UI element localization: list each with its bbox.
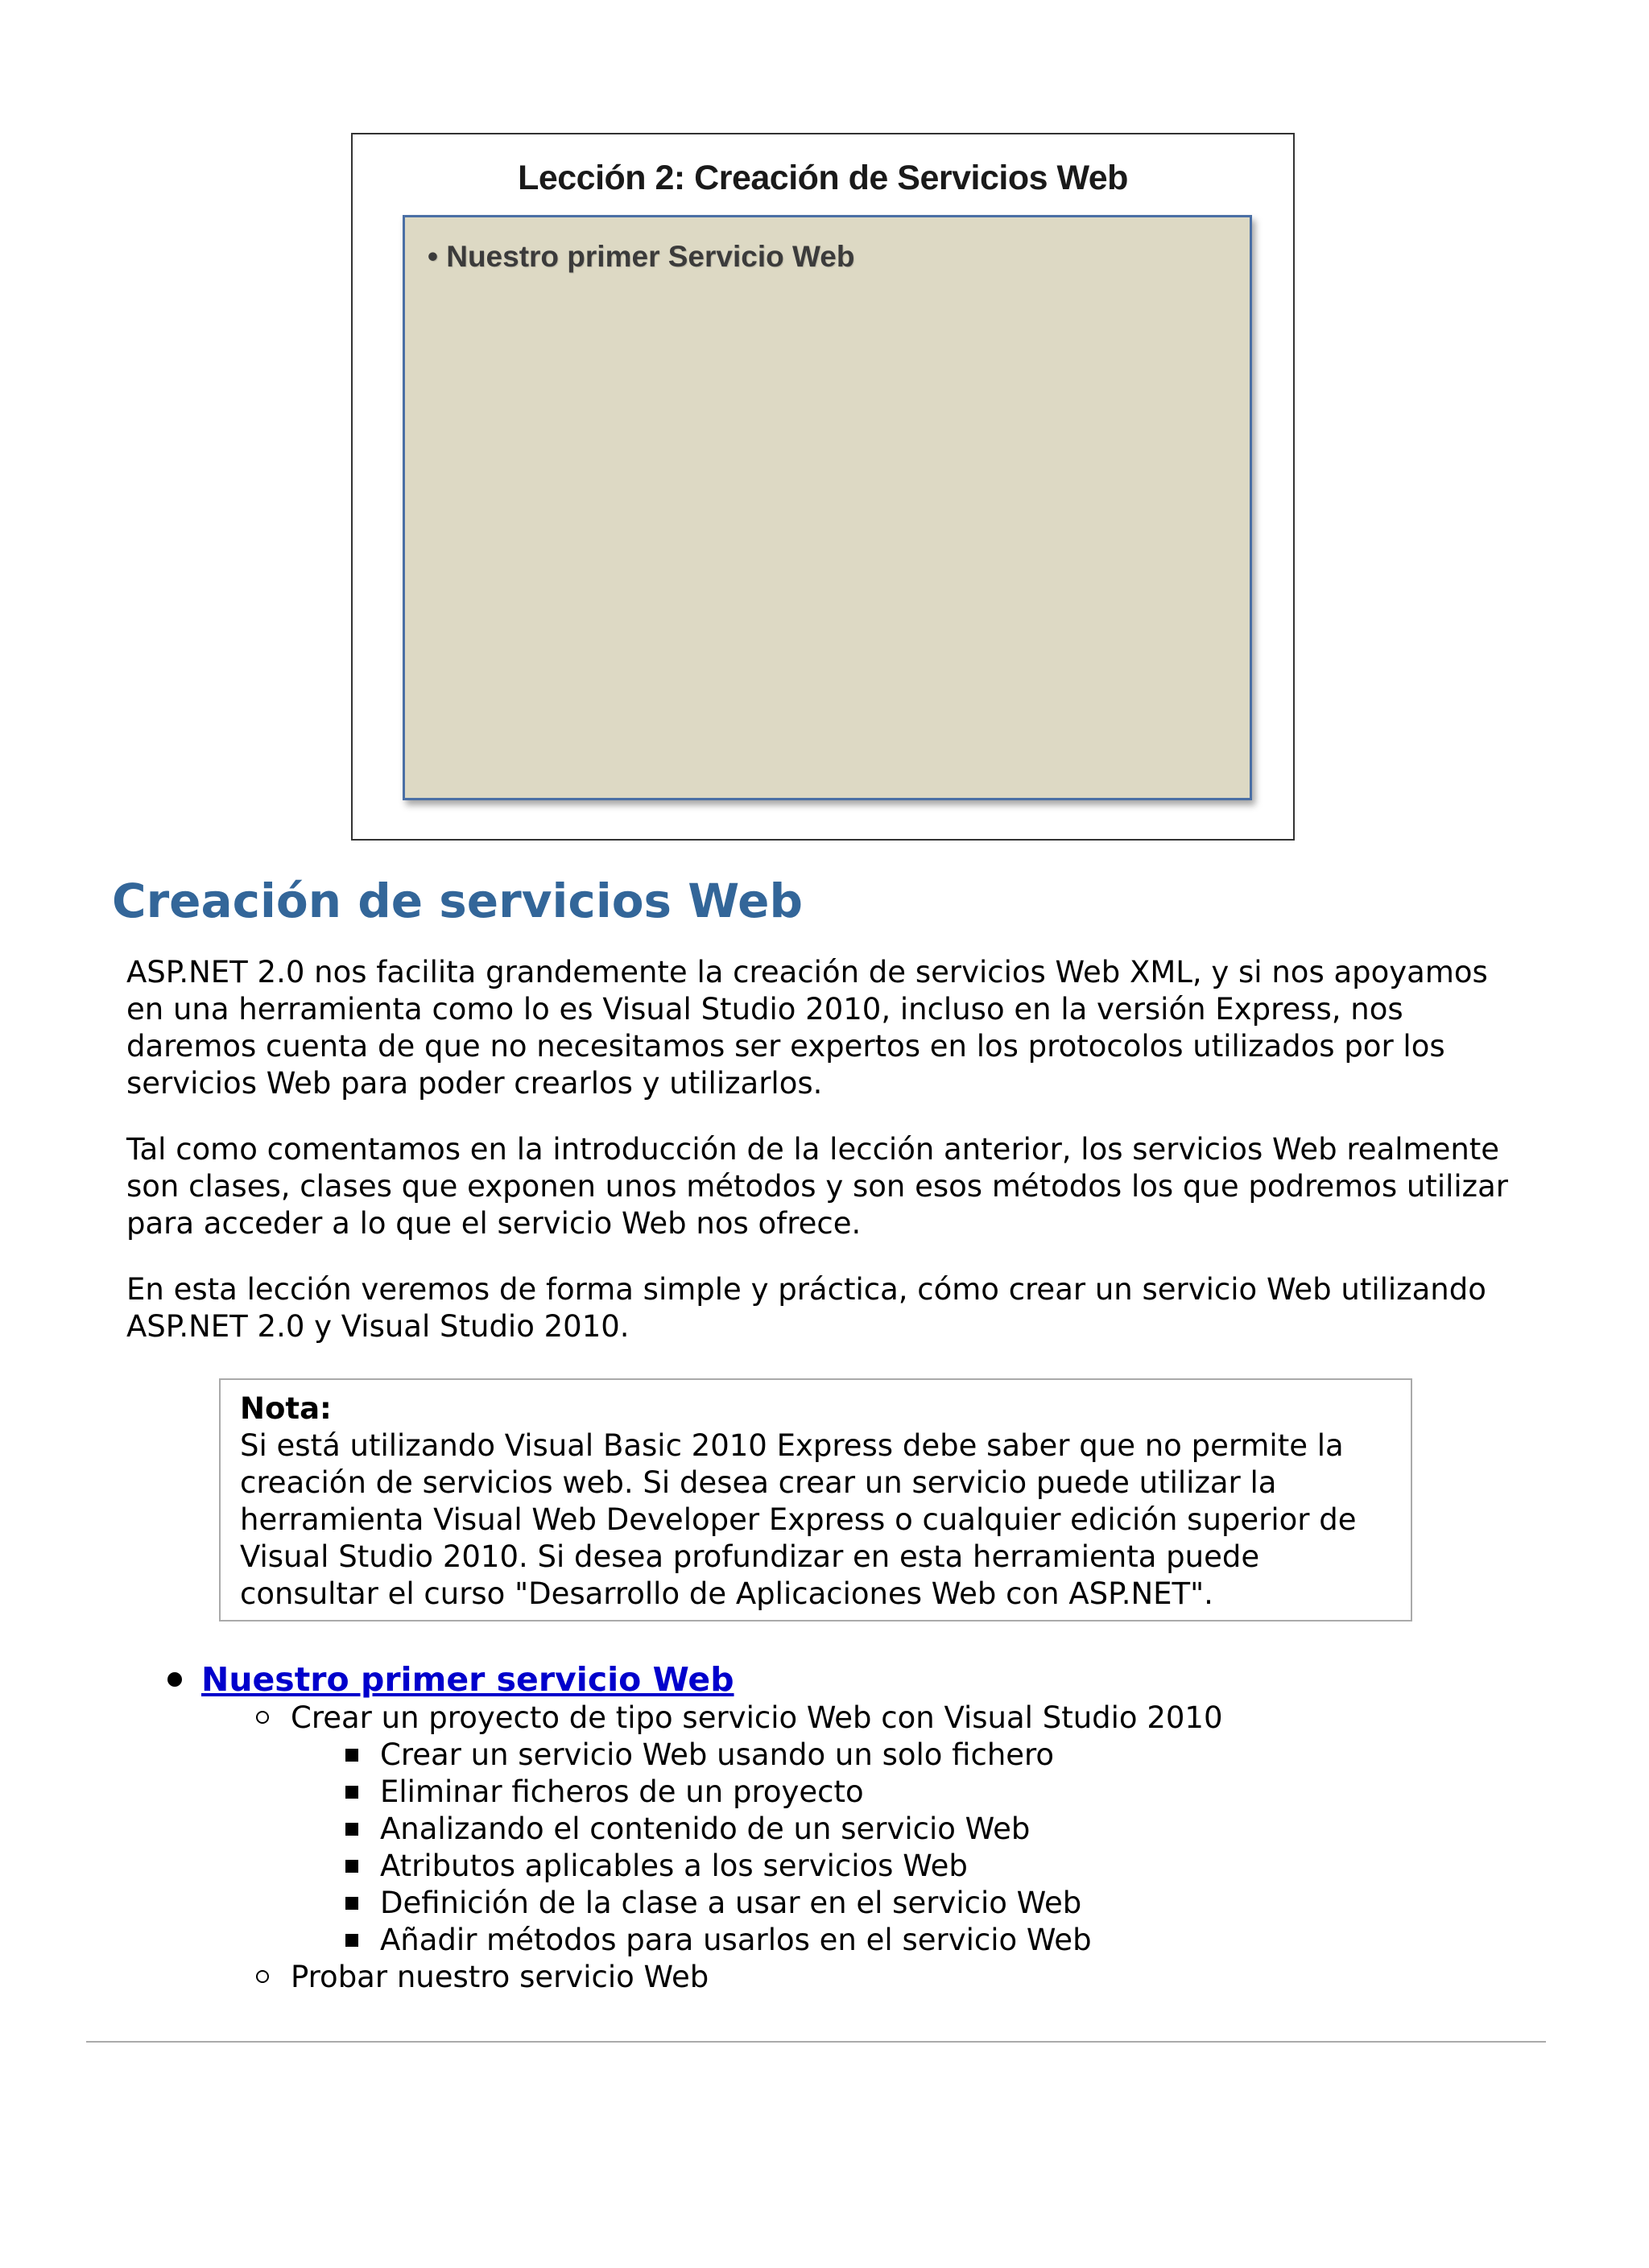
bullet-disc-icon [167, 1672, 182, 1687]
table-of-contents [161, 1661, 1530, 1996]
toc-subsubitem-label: Añadir métodos para usarlos en el servicio Web [380, 1923, 1092, 1957]
link-nuestro-primer-servicio[interactable]: Nuestro primer servicio Web [201, 1660, 734, 1699]
toc-subitem-label: Crear un proyecto de tipo servicio Web con Visual Studio 2010 [291, 1700, 1223, 1735]
paragraph-1: ASP.NET 2.0 nos facilita grandemente la creación de servicios Web XML, y si nos apoyamos en una herramienta como lo es Visual Studio 2010, incluso en la versión Express, nos daremos cuenta de que no necesitamos ser expertos en los protocolos utilizados por los servicios Web para poder crearlos y utilizarlos. [126, 955, 1488, 1101]
toc-subitem-probar [256, 1959, 1530, 1996]
toc-subsubitem-label: Definición de la clase a usar en el servicio Web [380, 1886, 1082, 1920]
paragraph-3: En esta lección veremos de forma simple y práctica, cómo crear un servicio Web utilizando ASP.NET 2.0 y Visual Studio 2010. [126, 1272, 1486, 1344]
slide-title: Lección 2: Creación de Servicios Web [518, 159, 1128, 197]
slide-image [351, 133, 1295, 841]
toc-subitem-label: Probar nuestro servicio Web [291, 1960, 709, 1994]
bullet-square-icon [345, 1934, 358, 1947]
bullet-square-icon [345, 1786, 358, 1799]
note-text: Si está utilizando Visual Basic 2010 Express debe saber que no permite la creación de servicios web. Si desea crear un servicio puede utilizar la herramienta Visual Web Developer Express o cualquier edición superior de Visual Studio 2010. Si desea profundizar en esta herramienta puede consultar el curso "Desarrollo de Aplicaciones Web con ASP.NET". [240, 1428, 1357, 1611]
bullet-circle-icon [256, 1711, 269, 1724]
body-text [126, 954, 1527, 1374]
toc-subitem-crear-proyecto [256, 1700, 1530, 1959]
toc-subsubitem [345, 1774, 1530, 1811]
note-box [219, 1378, 1412, 1621]
note-title: Nota: [240, 1391, 332, 1426]
toc-subsubitem-label: Atributos aplicables a los servicios Web [380, 1849, 968, 1883]
bullet-square-icon [345, 1823, 358, 1836]
toc-subsubitem-label: Crear un servicio Web usando un solo fichero [380, 1737, 1055, 1772]
bullet-circle-icon [256, 1970, 269, 1983]
slide-bullet: • Nuestro primer Servicio Web [428, 240, 855, 273]
toc-subsubitem [345, 1885, 1530, 1922]
bullet-square-icon [345, 1897, 358, 1910]
toc-subsubitem-label: Eliminar ficheros de un proyecto [380, 1774, 864, 1809]
toc-subsubitem [345, 1848, 1530, 1885]
toc-subsubitem [345, 1737, 1530, 1774]
slide-content-box [403, 215, 1252, 800]
bullet-square-icon [345, 1749, 358, 1762]
toc-subsubitem-label: Analizando el contenido de un servicio Web [380, 1812, 1031, 1846]
horizontal-divider [86, 2041, 1546, 2043]
toc-subsubitem [345, 1922, 1530, 1959]
bullet-square-icon [345, 1860, 358, 1873]
page-title: Creación de servicios Web [112, 874, 804, 928]
toc-item-main [161, 1661, 1530, 1996]
toc-subsubitem [345, 1811, 1530, 1848]
paragraph-2: Tal como comentamos en la introducción de la lección anterior, los servicios Web realmente son clases, clases que exponen unos métodos y son esos métodos los que podremos utilizar para acceder a lo que el servicio Web nos ofrece. [126, 1132, 1508, 1241]
